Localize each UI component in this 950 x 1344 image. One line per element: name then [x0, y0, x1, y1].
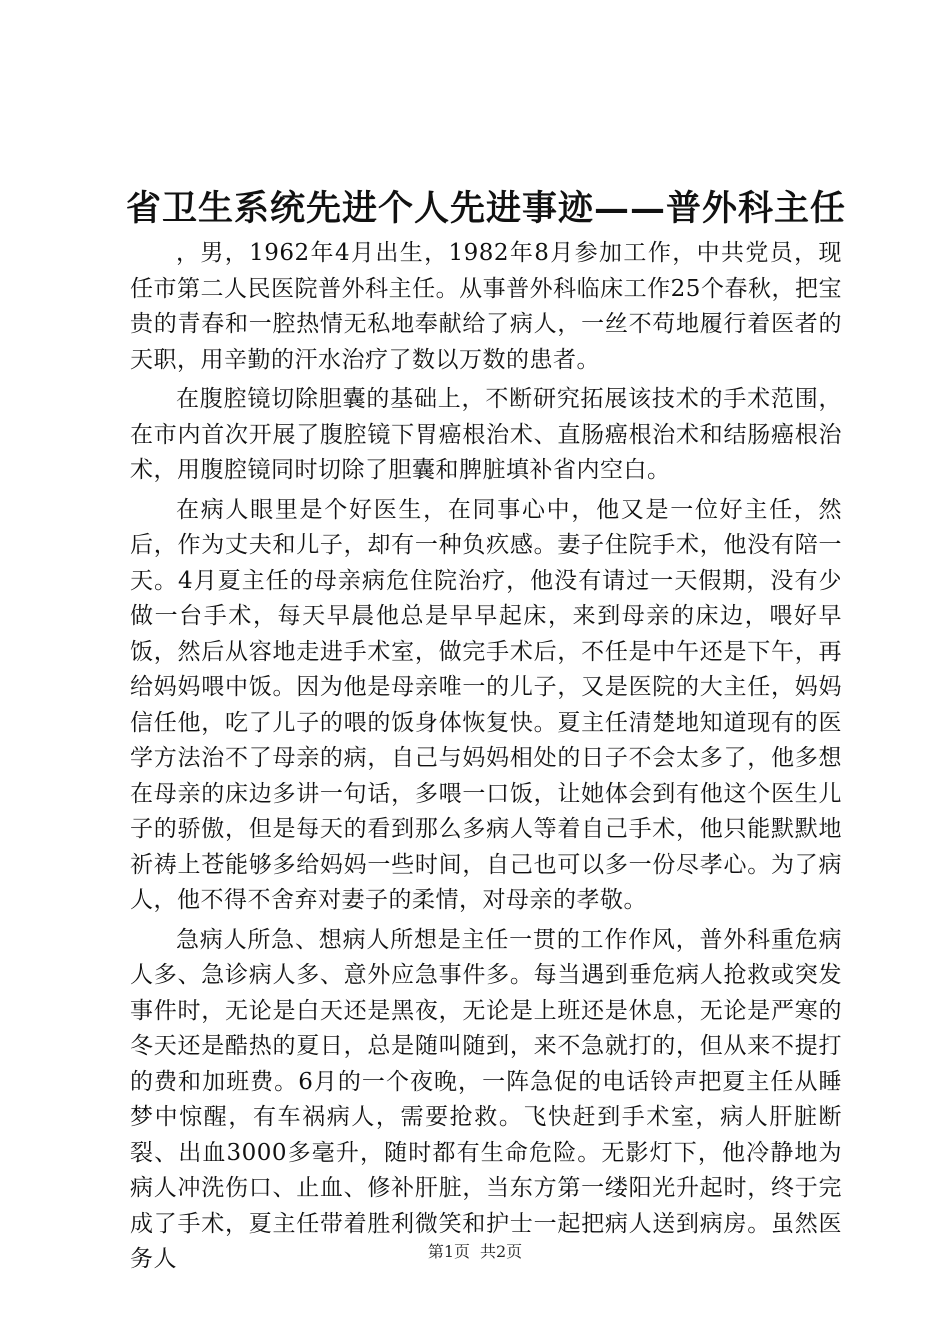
- paragraph-laparoscopy: 在腹腔镜切除胆囊的基础上，不断研究拓展该技术的手术范围，在市内首次开展了腹腔镜下胃癌根治术、直肠癌根治术和结肠癌根治术，用腹腔镜同时切除了胆囊和脾脏填补省内空白。: [130, 386, 842, 483]
- paragraph-family: 在病人眼里是个好医生，在同事心中，他又是一位好主任，然后，作为丈夫和儿子，却有一种负疚感。妻子住院手术，他没有陪一天。4月夏主任的母亲病危住院治疗，他没有请过一天假期，没有少做一台手术，每天早晨他总是早早起床，来到母亲的床边，喂好早饭，然后从容地走进手术室，做完手术后，不任是中午还是下午，再给妈妈喂中饭。因为他是母亲唯一的儿子，又是医院的大主任，妈妈信任他，吃了儿子的喂的饭身体恢复快。夏主任清楚地知道现有的医学方法治不了母亲的病，自己与妈妈相处的日子不会太多了，他多想在母亲的床边多讲一句话，多喂一口饭，让她体会到有他这个医生儿子的骄傲，但是每天的看到那么多病人等着自己手术，他只能默默地祈祷上苍能够多给妈妈一些时间，自己也可以多一份尽孝心。为了病人，他不得不舍弃对妻子的柔情，对母亲的孝敬。: [130, 496, 842, 913]
- page-footer: [0, 1242, 950, 1262]
- paragraph-emergency: 急病人所急、想病人所想是主任一贯的工作作风，普外科重危病人多、急诊病人多、意外应急事件多。每当遇到垂危病人抢救或突发事件时，无论是白天还是黑夜，无论是上班还是休息，无论是严寒的冬天还是酷热的夏日，总是随叫随到，来不急就打的，但从来不提打的费和加班费。6月的一个夜晚，一阵急促的电话铃声把夏主任从睡梦中惊醒，有车祸病人，需要抢救。飞快赶到手术室，病人肝脏断裂、出血3000多毫升，随时都有生命危险。无影灯下，他冷静地为病人冲洗伤口、止血、修补肝脏，当东方第一缕阳光升起时，终于完成了手术，夏主任带着胜利微笑和护士一起把病人送到病房。虽然医务人: [130, 926, 842, 1272]
- document-body: [130, 236, 842, 1282]
- document-title: 省卫生系统先进个人先进事迹——普外科主任: [126, 188, 847, 229]
- page-total: 共2页: [480, 1242, 523, 1261]
- page-number: 第1页: [427, 1242, 470, 1261]
- paragraph-intro: ，男，1962年4月出生，1982年8月参加工作，中共党员，现任市第二人民医院普外科主任。从事普外科临床工作25个春秋，把宝贵的青春和一腔热情无私地奉献给了病人，一丝不苟地履行着医者的天职，用辛勤的汗水治疗了数以万数的患者。: [130, 240, 842, 373]
